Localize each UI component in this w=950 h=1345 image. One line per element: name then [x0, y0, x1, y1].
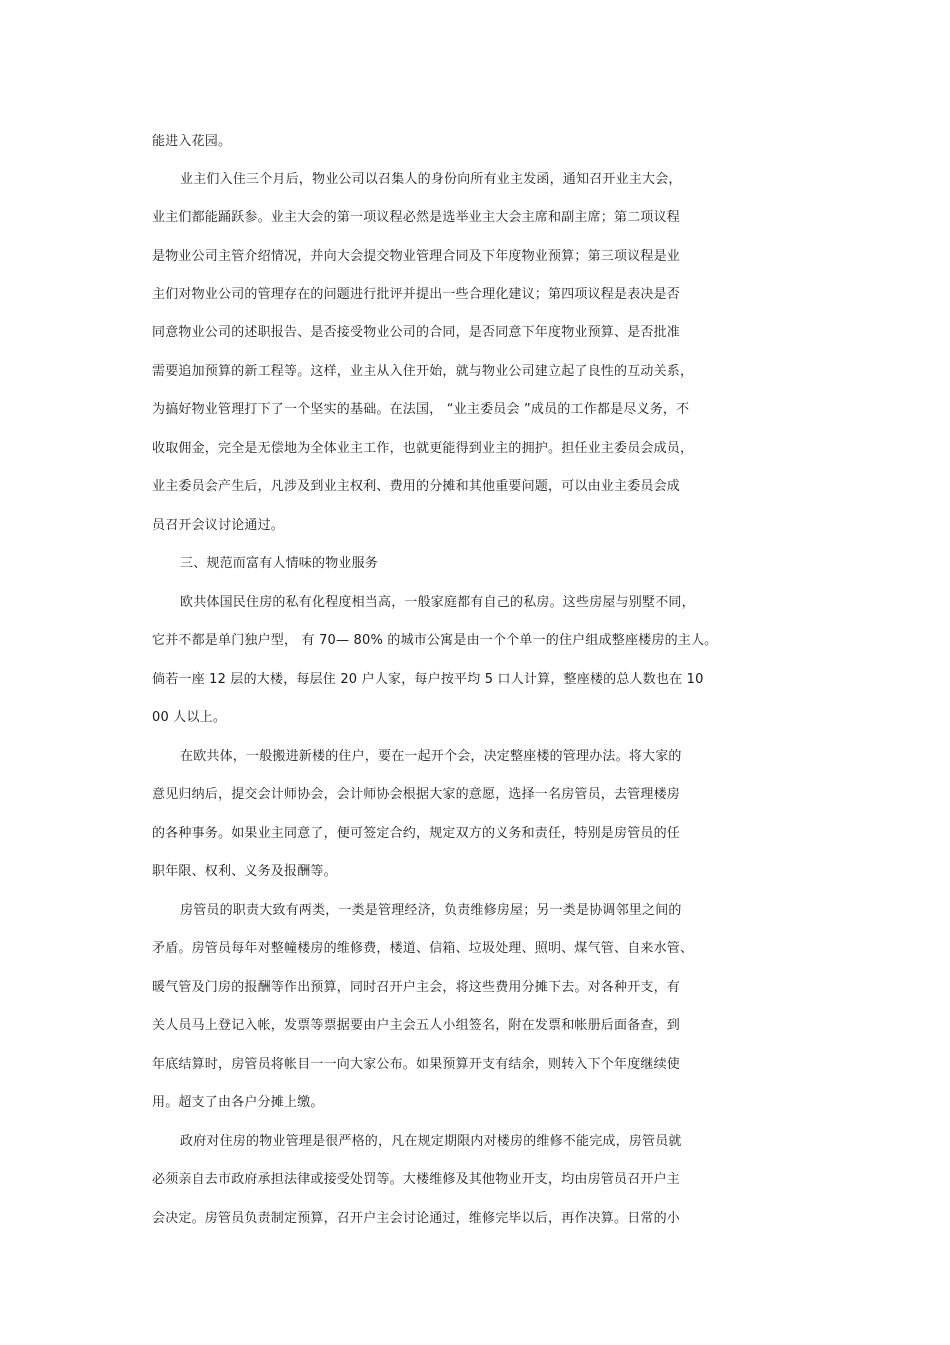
paragraph-line: 关人员马上登记入帐，发票等票据要由户主会五人小组签名，附在发票和帐册后面备查，到 — [152, 1018, 681, 1033]
paragraph-line: 需要追加预算的新工程等。这样，业主从入住开始，就与物业公司建立起了良性的互动关系， — [152, 364, 694, 379]
paragraph-line: 业主们入住三个月后，物业公司以召集人的身份向所有业主发函，通知召开业主大会， — [180, 172, 682, 187]
paragraph-line: 主们对物业公司的管理存在的问题进行批评并提出一些合理化建议；第四项议程是表决是否 — [152, 287, 681, 302]
paragraph-line: 的各种事务。如果业主同意了，便可签定合约，规定双方的义务和责任，特别是房管员的任 — [152, 826, 681, 841]
section-heading: 三、规范而富有人情味的物业服务 — [180, 556, 379, 571]
paragraph-line: 业主们都能踊跃参。业主大会的第一项议程必然是选举业主大会主席和副主席；第二项议程 — [152, 210, 681, 225]
paragraph-line: 它并不都是单门独户型， 有 70— 80% 的城市公寓是由一个个单一的住户组成整座楼房的主人。 — [152, 633, 718, 648]
paragraph-line: 年底结算时，房管员将帐目一一向大家公布。如果预算开支有结余，则转入下个年度继续使 — [152, 1057, 681, 1072]
paragraph-line: 欧共体国民住房的私有化程度相当高，一般家庭都有自己的私房。这些房屋与别墅不同， — [180, 595, 695, 610]
paragraph-line: 必须亲自去市政府承担法律或接受处罚等。大楼维修及其他物业开支，均由房管员召开户主 — [152, 1172, 681, 1187]
paragraph-line: 员召开会议讨论通过。 — [152, 518, 285, 533]
paragraph-line: 用。超支了由各户分摊上缴。 — [152, 1095, 324, 1110]
paragraph-line: 同意物业公司的述职报告、是否接受物业公司的合同，是否同意下年度物业预算、是否批准 — [152, 325, 681, 340]
paragraph-line: 是物业公司主管介绍情况，并向大会提交物业管理合同及下年度物业预算；第三项议程是业 — [152, 249, 681, 264]
paragraph-line: 00 人以上。 — [152, 710, 227, 725]
paragraph-line: 意见归纳后，提交会计师协会，会计师协会根据大家的意愿，选择一名房管员，去管理楼房 — [152, 787, 681, 802]
paragraph-line: 在欧共体，一般搬进新楼的住户，要在一起开个会，决定整座楼的管理办法。将大家的 — [180, 749, 682, 764]
paragraph-line: 职年限、权利、义务及报酬等。 — [152, 864, 337, 879]
paragraph-line: 暖气管及门房的报酬等作出预算，同时召开户主会，将这些费用分摊下去。对各种开支，有 — [152, 980, 681, 995]
paragraph-line: 政府对住房的物业管理是很严格的，凡在规定期限内对楼房的维修不能完成，房管员就 — [180, 1134, 682, 1149]
paragraph-line: 收取佣金，完全是无偿地为全体业主工作，也就更能得到业主的拥护。担任业主委员会成员， — [152, 441, 694, 456]
paragraph-line: 为搞好物业管理打下了一个坚实的基础。在法国， “业主委员会 ”成员的工作都是尽义务，不 — [152, 402, 690, 417]
paragraph-line: 房管员的职责大致有两类，一类是管理经济，负责维修房屋；另一类是协调邻里之间的 — [180, 903, 682, 918]
paragraph-line: 能进入花园。 — [152, 134, 232, 149]
paragraph-line: 倘若一座 12 层的大楼，每层住 20 户人家，每户按平均 5 口人计算，整座楼的总人数也在 10 — [152, 672, 704, 687]
paragraph-line: 矛盾。房管员每年对整幢楼房的维修费，楼道、信箱、垃圾处理、照明、煤气管、自来水管、 — [152, 941, 694, 956]
paragraph-line: 会决定。房管员负责制定预算，召开户主会讨论通过，维修完毕以后，再作决算。日常的小 — [152, 1211, 681, 1226]
paragraph-line: 业主委员会产生后，凡涉及到业主权利、费用的分摊和其他重要问题，可以由业主委员会成 — [152, 479, 681, 494]
